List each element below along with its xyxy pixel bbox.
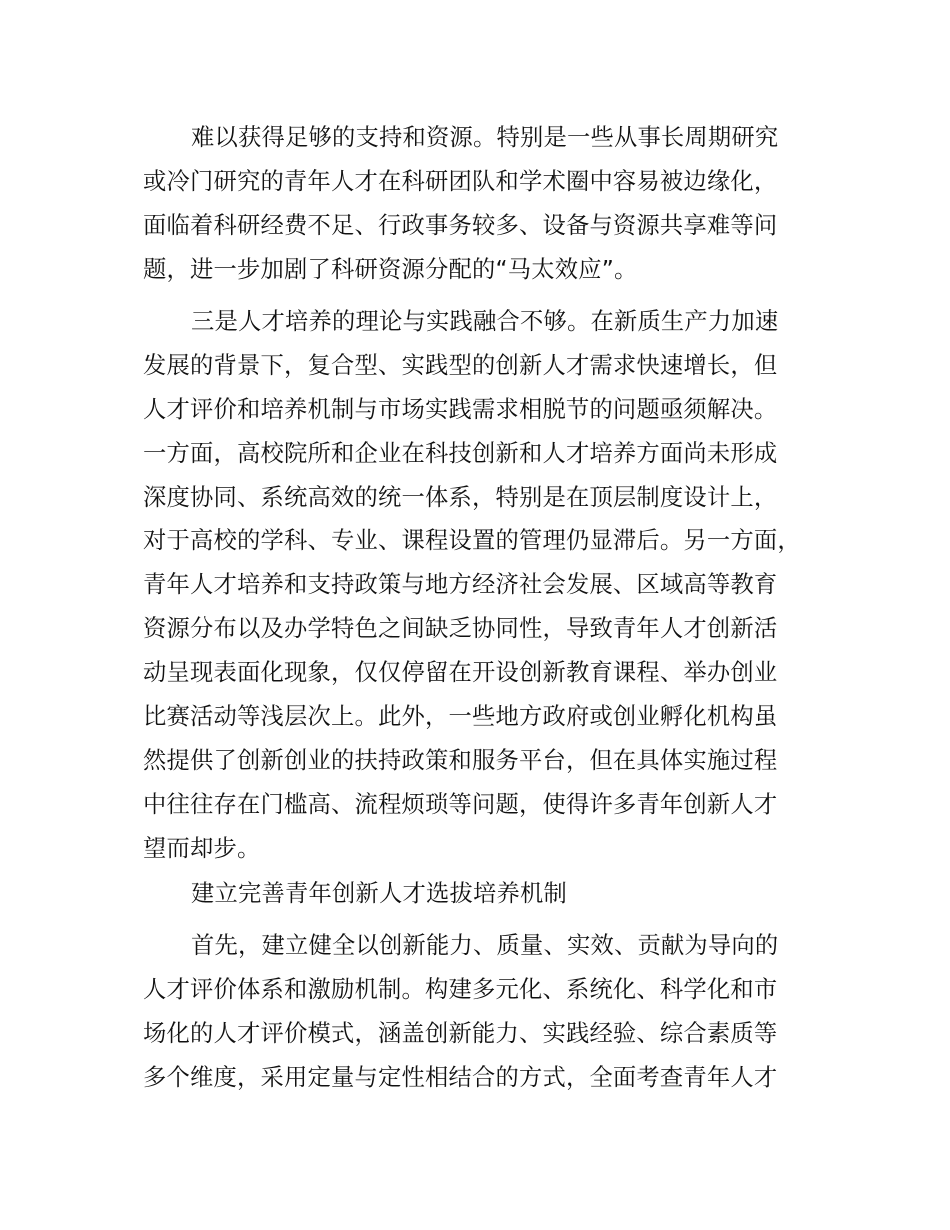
text-line: 望而却步。 xyxy=(143,834,261,862)
text-line: 资源分布以及办学特色之间缺乏协同性，导致青年人才创新活 xyxy=(143,615,778,643)
text-line: 深度协同、系统高效的统一体系，特别是在顶层制度设计上， xyxy=(143,483,778,511)
text-line: 人才评价和培养机制与市场实践需求相脱节的问题亟须解决。 xyxy=(143,395,778,423)
text-line: 发展的背景下，复合型、实践型的创新人才需求快速增长，但 xyxy=(143,351,778,379)
text-line: 中往往存在门槛高、流程烦琐等问题，使得许多青年创新人才 xyxy=(143,790,778,818)
text-line: 三是人才培养的理论与实践融合不够。在新质生产力加速 xyxy=(191,308,779,335)
text-line: 一方面，高校院所和企业在科技创新和人才培养方面尚未形成 xyxy=(143,439,778,467)
text-line: 对于高校的学科、专业、课程设置的管理仍显滞后。另一方面， xyxy=(143,527,801,555)
text-line: 然提供了创新创业的扶持政策和服务平台，但在具体实施过程 xyxy=(143,746,778,774)
text-line: 人才评价体系和激励机制。构建多元化、系统化、科学化和市 xyxy=(143,975,778,1003)
text-line: 或冷门研究的青年人才在科研团队和学术圈中容易被边缘化， xyxy=(143,167,778,195)
paragraph-resource-shortage xyxy=(143,116,843,292)
paragraph-theory-practice xyxy=(143,300,843,871)
text-line: 建立完善青年创新人才选拔培养机制 xyxy=(191,880,567,907)
paragraph-evaluation-system xyxy=(143,924,843,1100)
text-line: 青年人才培养和支持政策与地方经济社会发展、区域高等教育 xyxy=(143,571,778,599)
text-line: 难以获得足够的支持和资源。特别是一些从事长周期研究 xyxy=(191,124,779,151)
text-line: 场化的人才评价模式，涵盖创新能力、实践经验、综合素质等 xyxy=(143,1019,778,1047)
text-line: 面临着科研经费不足、行政事务较多、设备与资源共享难等问 xyxy=(143,211,778,239)
section-heading xyxy=(143,872,843,916)
text-line: 比赛活动等浅层次上。此外，一些地方政府或创业孵化机构虽 xyxy=(143,703,778,731)
text-line: 首先，建立健全以创新能力、质量、实效、贡献为导向的 xyxy=(191,932,779,959)
text-line: 多个维度，采用定量与定性相结合的方式，全面考查青年人才 xyxy=(143,1063,778,1091)
text-line: 动呈现表面化现象，仅仅停留在开设创新教育课程、举办创业 xyxy=(143,659,778,687)
text-line: 题，进一步加剧了科研资源分配的“马太效应”。 xyxy=(143,255,638,283)
